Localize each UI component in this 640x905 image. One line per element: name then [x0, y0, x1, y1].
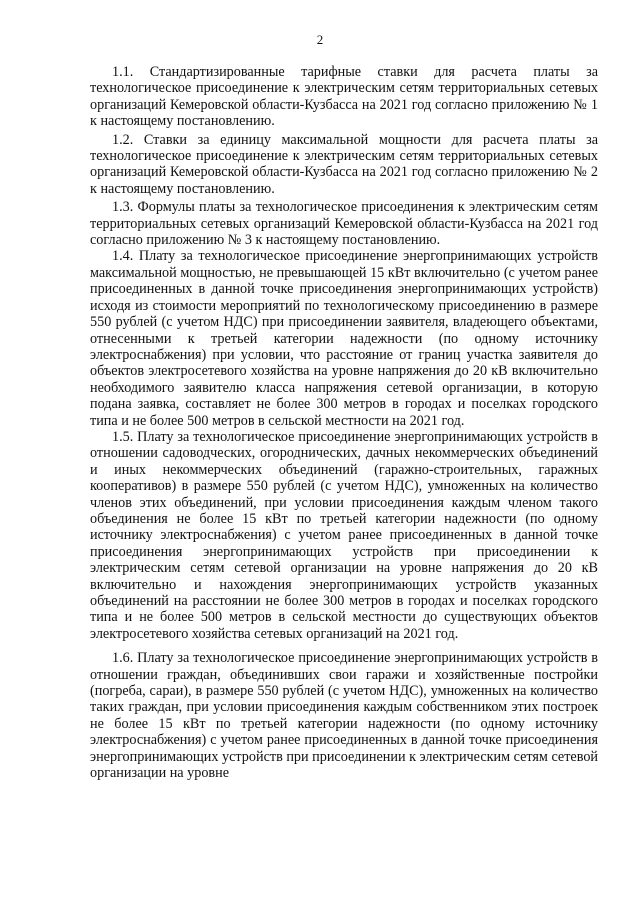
paragraph-1-3: 1.3. Формулы платы за технологическое присоединения к электрическим сетям территориальных сетевых организаций Кемеровской области-Кузбасса на 2021 год согласно приложению № 3 к настоящему постановлению. — [90, 199, 598, 249]
paragraph-1-1: 1.1. Стандартизированные тарифные ставки для расчета платы за технологическое присоединение к электрическим сетям территориальных сетевых организаций Кемеровской области-Кузбасса на 2021 год согласно приложению № 1 к настоящему постановлению. — [90, 64, 598, 130]
document-body — [90, 64, 598, 781]
paragraph-1-5: 1.5. Плату за технологическое присоединение энергопринимающих устройств в отношении садоводческих, огороднических, дачных некоммерческих объединений и иных некоммерческих объединений (гаражно-строительных, гаражных кооперативов) в размере 550 рублей (с учетом НДС), умноженных на количество членов этих объединений, при условии присоединения каждым членом такого объединения не более 15 кВт по третьей категории надежности (по одному источнику электроснабжения) с учетом ранее присоединенных в данной точке присоединения энергопринимающих устройств при присоединении к электрическим сетям сетевой организации на уровне напряжения до 20 кВ включительно и нахождения энергопринимающих устройств указанных объединений на расстоянии не более 300 метров в городах и поселках городского типа и не более 500 метров в сельской местности до существующих объектов электросетевого хозяйства сетевых организаций на 2021 год. — [90, 428, 598, 642]
paragraph-1-6: 1.6. Плату за технологическое присоединение энергопринимающих устройств в отношении граждан, объединивших свои гаражи и хозяйственные постройки (погреба, сараи), в размере 550 рублей (с учетом НДС), умноженных на количество таких граждан, при условии присоединения каждым собственником этих построек не более 15 кВт по третьей категории надежности (по одному источнику электроснабжения) с учетом ранее присоединенных в данной точке присоединения энергопринимающих устройств при присоединении к электрическим сетям сетевой организации на уровне — [90, 650, 599, 782]
page-number: 2 — [316, 32, 324, 47]
paragraph-1-2: 1.2. Ставки за единицу максимальной мощности для расчета платы за технологическое присоединение к электрическим сетям территориальных сетевых организаций Кемеровской области-Кузбасса на 2021 год согласно приложению № 2 к настоящему постановлению. — [90, 131, 598, 197]
paragraph-1-4: 1.4. Плату за технологическое присоединение энергопринимающих устройств максимальной мощностью, не превышающей 15 кВт включительно (с учетом ранее присоединенных в данной точке присоединения энергопринимающих устройств) исходя из стоимости мероприятий по технологическому присоединению в размере 550 рублей (с учетом НДС) при присоединении заявителя, владеющего объектами, отнесенными к третьей категории надежности (по одному источнику электроснабжения) при условии, что расстояние от границ участка заявителя до объектов электросетевого хозяйства на уровне напряжения до 20 кВ включительно необходимого заявителю класса напряжения сетевой организации, в которую подана заявка, составляет не более 300 метров в городах и поселках городского типа и не более 500 метров в сельской местности на 2021 год. — [90, 248, 598, 429]
